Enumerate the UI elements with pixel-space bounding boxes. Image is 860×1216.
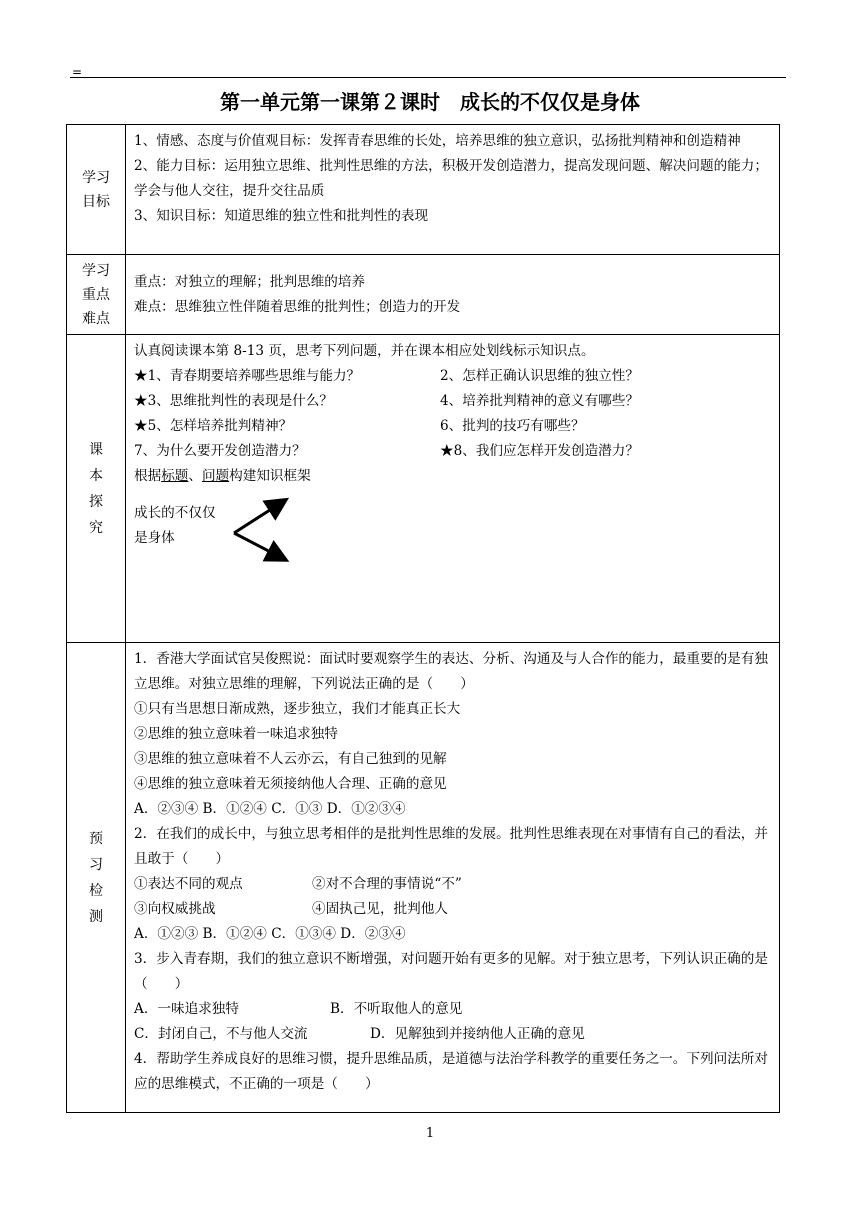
focus-item: 难点：思维独立性伴随着思维的批判性；创造力的开发 bbox=[134, 298, 461, 315]
page-number: 1 bbox=[425, 1126, 435, 1141]
document-title: 第一单元第一课第２课时 成长的不仅仅是身体 bbox=[220, 90, 640, 114]
framework-text: 构建知识框架 bbox=[229, 468, 311, 484]
framework-instruction bbox=[134, 464, 773, 489]
preview-label-char: 测 bbox=[89, 908, 103, 925]
answer-option-row bbox=[134, 1022, 773, 1047]
statement-item: ③向权威挑战 bbox=[134, 901, 216, 917]
question-stem: 1．香港大学面试官吴俊熙说：面试时要观察学生的表达、分析、沟通及与人合作的能力，最重要的是有独立思维。对独立思维的理解，下列说法正确的是（ ） bbox=[134, 651, 768, 692]
focus-label-line: 难点 bbox=[82, 310, 110, 327]
goals-label bbox=[67, 125, 126, 255]
statement-item: ④固执己见，批判他人 bbox=[312, 901, 448, 917]
focus-content-cell bbox=[126, 255, 780, 335]
question-item: ★3、思维批判性的表现是什么？ bbox=[134, 393, 333, 409]
question-item: ★5、怎样培养批判精神？ bbox=[134, 418, 293, 434]
question-item: 6、批判的技巧有哪些？ bbox=[440, 418, 585, 434]
framework-root-line: 成长的不仅仅 bbox=[134, 505, 216, 521]
header-mark: = bbox=[72, 65, 83, 79]
goal-item: 2、能力目标：运用独立思维、批判性思维的方法，积极开发创造潜力，提高发现问题、解决问题的能力；学会与他人交往，提升交往品质 bbox=[134, 158, 768, 199]
focus-label-line: 学习 bbox=[82, 262, 110, 279]
framework-root-line: 是身体 bbox=[134, 530, 175, 546]
framework-root-node bbox=[134, 501, 234, 551]
goal-item: 3、知识目标：知道思维的独立性和批判性的表现 bbox=[134, 208, 429, 224]
question-item: ★1、青春期要培养哪些思维与能力？ bbox=[134, 368, 361, 384]
knowledge-framework bbox=[134, 489, 773, 629]
framework-underline-title: 标题 bbox=[161, 468, 189, 484]
framework-text: 根据 bbox=[134, 468, 162, 484]
question-row bbox=[134, 389, 773, 414]
focus-item: 重点：对独立的理解；批判思维的培养 bbox=[134, 273, 366, 290]
question-item: 2、怎样正确认识思维的独立性？ bbox=[440, 368, 639, 384]
preview-label-char: 预 bbox=[89, 830, 103, 847]
explore-label-char: 课 bbox=[89, 441, 103, 458]
preview-label-char: 习 bbox=[89, 856, 103, 873]
question-item: ★8、我们应怎样开发创造潜力？ bbox=[440, 443, 639, 459]
statement-item: ④思维的独立意味着无须接纳他人合理、正确的意见 bbox=[134, 776, 447, 792]
focus-label-line: 重点 bbox=[82, 286, 110, 303]
question-stem: 4．帮助学生养成良好的思维习惯，提升思维品质，是道德与法治学科教学的重要任务之一。下列问法所对应的思维模式，不正确的一项是（ ） bbox=[134, 1051, 768, 1092]
question-stem: 3．步入青春期，我们的独立意识不断增强，对问题开始有更多的见解。对于独立思考，下列认识正确的是（ ） bbox=[134, 951, 768, 992]
framework-underline-question: 问题 bbox=[201, 468, 230, 484]
goals-content-cell bbox=[126, 125, 780, 255]
explore-row bbox=[67, 335, 780, 643]
statement-item: ③思维的独立意味着不人云亦云，有自己独到的见解 bbox=[134, 751, 447, 767]
answer-option: A．一味追求独特 bbox=[134, 1001, 239, 1017]
explore-label bbox=[67, 335, 126, 643]
framework-text: 、 bbox=[188, 468, 202, 484]
preview-content-cell bbox=[126, 643, 780, 1113]
explore-label-char: 究 bbox=[89, 519, 103, 536]
preview-label bbox=[67, 643, 126, 1113]
explore-label-char: 探 bbox=[89, 493, 103, 510]
statement-row bbox=[134, 872, 773, 897]
statement-row bbox=[134, 897, 773, 922]
answer-options: A．①②③ B．①②④ C．①③④ D．②③④ bbox=[134, 926, 406, 942]
statement-item: ②思维的独立意味着一味追求独特 bbox=[134, 726, 338, 742]
question-row bbox=[134, 364, 773, 389]
statement-item: ②对不合理的事情说“不” bbox=[312, 876, 462, 892]
explore-label-char: 本 bbox=[89, 467, 103, 484]
question-stem: 2．在我们的成长中，与独立思考相伴的是批判性思维的发展。批判性思维表现在对事情有自己的看法，并且敢于（ ） bbox=[134, 826, 768, 867]
focus-row bbox=[67, 255, 780, 335]
answer-option-row bbox=[134, 997, 773, 1022]
header-rule bbox=[70, 77, 786, 78]
focus-label bbox=[67, 255, 126, 335]
question-row bbox=[134, 439, 773, 464]
preview-row bbox=[67, 643, 780, 1113]
answer-option: D．见解独到并接纳他人正确的意见 bbox=[370, 1026, 585, 1042]
explore-intro: 认真阅读课本第 8-13 页，思考下列问题，并在课本相应处划线标示知识点。 bbox=[134, 343, 595, 359]
goals-row bbox=[67, 125, 780, 255]
statement-item: ①表达不同的观点 bbox=[134, 876, 243, 892]
lesson-table bbox=[66, 124, 780, 1113]
answer-option: B．不听取他人的意见 bbox=[330, 1001, 463, 1017]
goals-label-line: 目标 bbox=[82, 193, 110, 210]
explore-content-cell bbox=[126, 335, 780, 643]
goals-label-line: 学习 bbox=[82, 169, 110, 186]
goal-item: 1、情感、态度与价值观目标：发挥青春思维的长处，培养思维的独立意识，弘扬批判精神和创造精神 bbox=[134, 133, 741, 149]
question-item: 4、培养批判精神的意义有哪些？ bbox=[440, 393, 639, 409]
answer-option: C．封闭自己，不与他人交流 bbox=[134, 1026, 308, 1042]
question-row bbox=[134, 414, 773, 439]
preview-label-char: 检 bbox=[89, 882, 103, 899]
question-item: 7、为什么要开发创造潜力？ bbox=[134, 443, 306, 459]
statement-item: ①只有当思想日渐成熟，逐步独立，我们才能真正长大 bbox=[134, 701, 461, 717]
branch-arrows-icon bbox=[224, 493, 304, 573]
answer-options: A．②③④ B．①②④ C．①③ D．①②③④ bbox=[134, 801, 406, 817]
